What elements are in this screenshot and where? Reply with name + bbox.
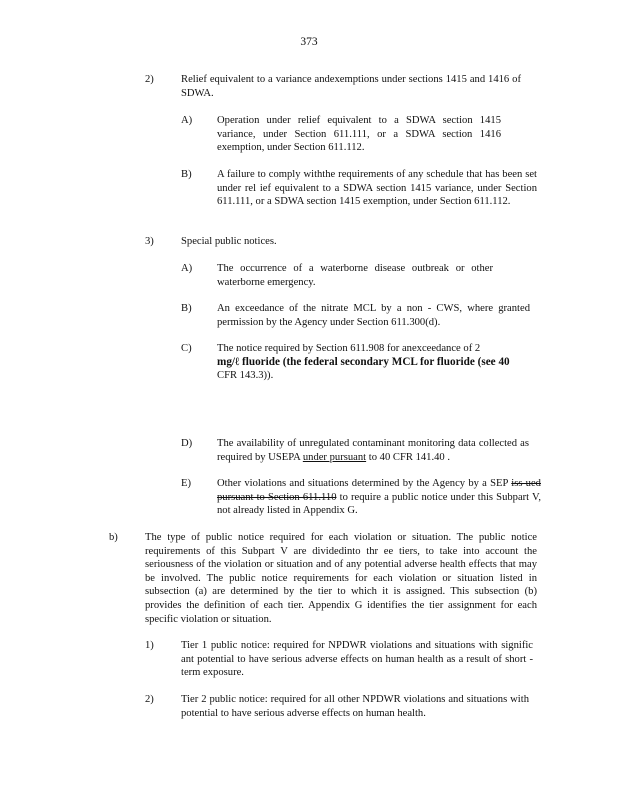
item-label-3c: C) xyxy=(181,343,192,354)
item-label-3d: D) xyxy=(181,438,193,449)
item-label-3e: E) xyxy=(181,478,191,489)
deleted-text: iss ued pursuant to Section 611.110 xyxy=(217,478,541,503)
item-label-3a: A) xyxy=(181,263,193,274)
item-text-3d-after: to 40 CFR 141.40 . xyxy=(368,451,450,463)
item-text-3d-before: The availability of unregulated contaminant monitoring data collected as required by USEPA xyxy=(217,438,529,463)
inserted-text: under pursuant xyxy=(302,451,367,463)
item-text-2: Relief equivalent to a variance andexemptions under sections 1415 and 1416 of SDWA. xyxy=(181,74,521,99)
item-label-3: 3) xyxy=(145,236,154,247)
item-label-2a: A) xyxy=(181,115,193,126)
item-text-3c-line1: The notice required by Section 611.908 for anexceedance of 2 xyxy=(217,343,481,354)
item-text-3a: The occurrence of a waterborne disease outbreak or other waterborne emergency. xyxy=(217,263,493,288)
item-text-3c xyxy=(217,342,522,383)
item-text-3e-before: Other violations and situations determined by the Agency by a SEP xyxy=(217,478,508,489)
item-text-b2: Tier 2 public notice: required for all other NPDWR violations and situations with potential to have serious adverse effects on human health. xyxy=(181,694,529,719)
item-text-3e-after: to require a public notice under this Subpart V, not already listed in Appendix G. xyxy=(217,491,541,517)
item-text-2a: Operation under relief equivalent to a SDWA section 1415 variance, under Section 611.111, or a SDWA section 1416 exemption, under Section 611.112. xyxy=(217,115,501,154)
item-text-3c-bold: mg/ℓ fluoride (the federal secondary MCL for fluoride (see 40 xyxy=(217,355,510,368)
item-label-2b: B) xyxy=(181,169,192,180)
item-text-3b: An exceedance of the nitrate MCL by a non - CWS, where granted permission by the Agency under Section 611.300(d). xyxy=(217,303,530,328)
item-text-b: The type of public notice required for each violation or situation. The public notice requirements of this Subpart V are dividedinto thr ee tiers, to take into account the seriousness of the violation or situation and of any potential adverse health effects that may be involved. The public notice requirements for each violation or situation listed in subsection (a) are determined by the tier to which it is assigned. This subsection (b) provides the definition of each tier. Appendix G identifies the tier assignment for each specific violation or situation. xyxy=(145,532,537,625)
item-label-b: b) xyxy=(109,532,118,543)
item-text-2b: A failure to comply withthe requirements of any schedule that has been set under rel ief equivalent to a SDWA section 1415 variance, under Section 611.111, or a SDWA section 1415 exemption, under Section 611.112. xyxy=(217,169,537,208)
item-text-3: Special public notices. xyxy=(181,236,277,247)
item-text-3e xyxy=(217,477,541,518)
item-label-3b: B) xyxy=(181,303,192,314)
page-number: 373 xyxy=(300,36,318,48)
item-text-b1: Tier 1 public notice: required for NPDWR violations and situations with signific ant potential to have serious adverse effects on human health as a result of short -term exposure. xyxy=(181,640,533,679)
item-text-3c-end: CFR 143.3)). xyxy=(217,370,274,382)
item-label-b1: 1) xyxy=(145,640,154,651)
item-label-b2: 2) xyxy=(145,694,154,705)
item-label-2: 2) xyxy=(145,74,154,85)
item-text-3d xyxy=(217,437,529,464)
